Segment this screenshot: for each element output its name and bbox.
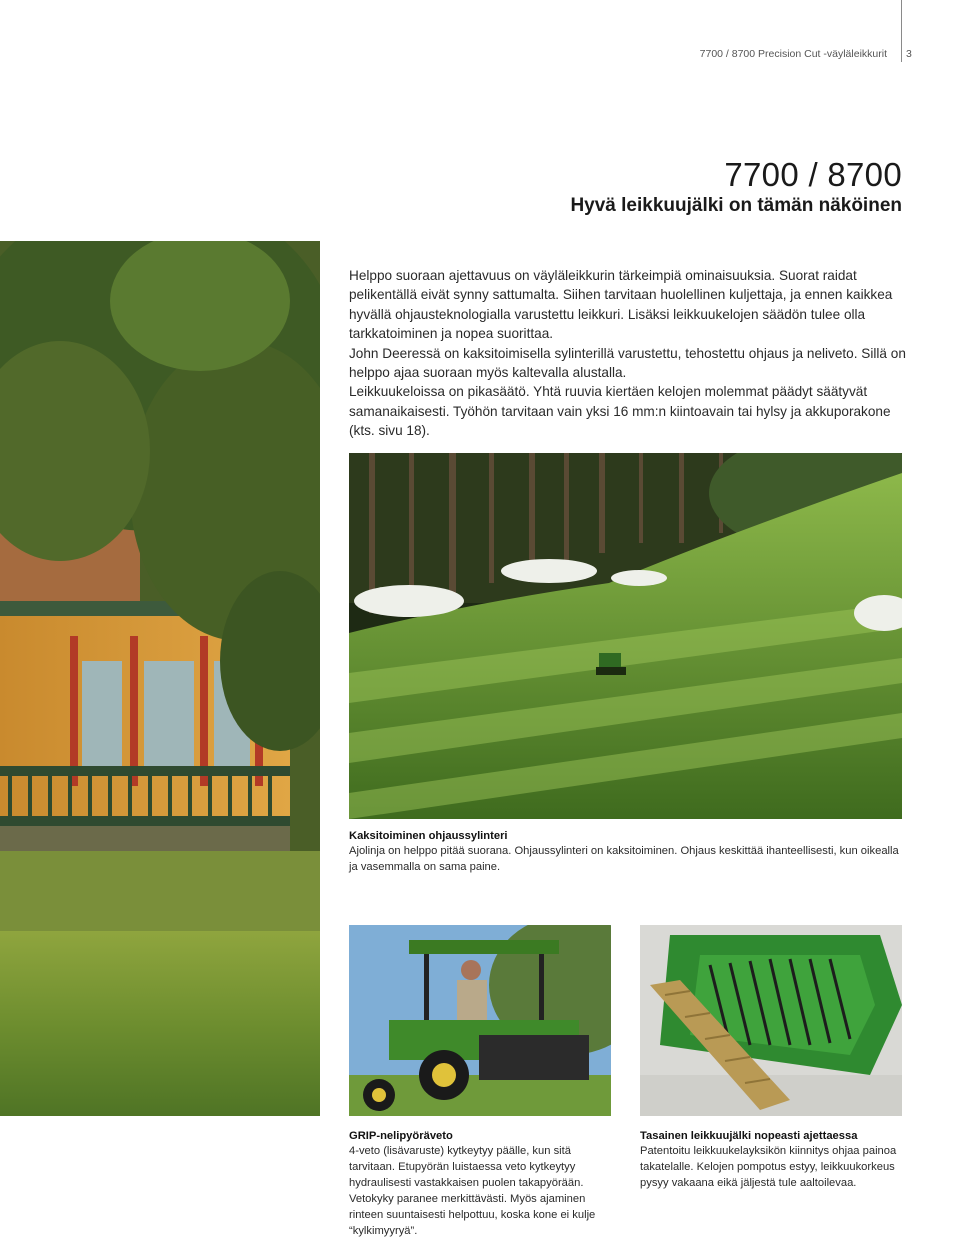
steering-caption bbox=[349, 830, 909, 875]
steering-caption-heading: Kaksitoiminen ohjaussylinteri bbox=[349, 830, 508, 842]
page-subtitle: Hyvä leikkuujälki on tämän näköinen bbox=[570, 195, 902, 216]
intro-paragraph-1: Helppo suoraan ajettavuus on väyläleikkurin tärkeimpiä ominaisuuksia. Suorat raidat pelikentällä eivät synny sattumalta. Siihen tarvitaan huolellinen kuljettaja, ja ennen kaikkea hyvällä ohjausteknologialla varustettu leikkuri. Lisäksi leikkuukelojen säädön tulee olla tarkkatoiminen ja nopea suorittaa. bbox=[349, 268, 893, 342]
cut-quality-caption bbox=[640, 1130, 902, 1191]
grip-caption bbox=[349, 1130, 614, 1239]
page-number: 3 bbox=[906, 48, 912, 60]
intro-text bbox=[349, 266, 909, 441]
mower-photo bbox=[349, 925, 611, 1116]
cut-quality-caption-text: Patentoitu leikkuukelayksikön kiinnitys ohjaa painoa takatelalle. Kelojen pompotus estyy, leikkuukorkeus pysyy vakaana eikä jäljestä tule aaltoilevaa. bbox=[640, 1145, 897, 1189]
page-title: 7700 / 8700 bbox=[724, 156, 902, 193]
fairway-photo bbox=[349, 453, 902, 819]
cut-quality-caption-heading: Tasainen leikkuujälki nopeasti ajettaessa bbox=[640, 1130, 858, 1142]
running-header: 7700 / 8700 Precision Cut -väyläleikkurit bbox=[699, 48, 887, 60]
clubhouse-photo bbox=[0, 241, 320, 1116]
intro-paragraph-3: Leikkuukeloissa on pikasäätö. Yhtä ruuvia kiertäen kelojen molemmat päädyt säätyvät samanaikaisesti. Työhön tarvitaan vain yksi 16 mm:n kiintoavain tai hylsy ja akkuporakone (kts. sivu 18). bbox=[349, 384, 891, 439]
header-divider bbox=[901, 0, 902, 62]
steering-caption-text: Ajolinja on helppo pitää suorana. Ohjaussylinteri on kaksitoiminen. Ohjaus keskittää ihanteellisesti, kun oikealla ja vasemmalla on sama paine. bbox=[349, 845, 899, 873]
cutting-reel-photo bbox=[640, 925, 902, 1116]
intro-paragraph-2: John Deeressä on kaksitoimisella sylinterillä varustettu, tehostettu ohjaus ja neliveto. Sillä on helppo ajaa suoraan myös kaltevalla alustalla. bbox=[349, 345, 906, 381]
grip-caption-heading: GRIP-nelipyöräveto bbox=[349, 1130, 453, 1142]
grip-caption-text: 4-veto (lisävaruste) kytkeytyy päälle, kun sitä tarvitaan. Etupyörän luistaessa veto kytkeytyy hydraulisesti vastakkaisen puolen takapyörään. Vetokyky paranee merkittävästi. Myös ajaminen rinteen suuntaisesti helpottuu, koska kone ei kulje “kylkimyyryä”. bbox=[349, 1145, 596, 1237]
